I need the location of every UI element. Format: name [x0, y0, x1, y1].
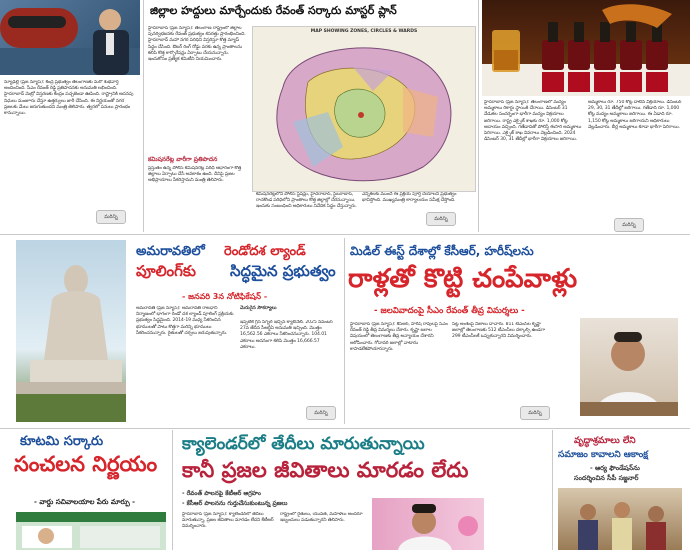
- story8-subhead-2: సందర్శించిన సీపీ సజ్జనార్: [574, 474, 639, 482]
- story4-body-1: అమరావతి (ప్రజ న్యూస్): అమరావతి రాజధాని నిర్మాణంలో భాగంగా రెండో దశ ల్యాండ్ పూలింగ్ ప్రక్రియకు ప్రభుత్వం సిద్ధమైంది. 2014-19 మధ్య సేకరించిన భూములతో పాటు కొత్తగా మరిన్ని భూములు సేకరించనున్నారు. రైతులతో చర్చలు జరుపుతున్నారు.: [136, 306, 234, 336]
- story2-body-4: ఎన్నికలకు ముందే ఈ ప్రక్రియ పూర్తి చేయాలని ప్రభుత్వం భావిస్తోంది. ముఖ్యమంత్రి కార్యాలయం సమీక్ష చేస్తోంది.: [362, 192, 457, 204]
- story2-more-button[interactable]: మరిన్ని: [426, 212, 456, 226]
- story3-more-button[interactable]: మరిన్ని: [614, 218, 644, 232]
- map-title: MAP SHOWING ZONES, CIRCLES & WARDS: [310, 29, 418, 34]
- story2-body-2: ప్రస్తుతం ఉన్న పోలీస్ కమిషనరేట్ల పరిధి ఆధారంగా కొత్త జిల్లాలు ఏర్పాటు చేసే అవకాశం ఉంది. దీనిపై ప్రజల అభిప్రాయాలు సేకరిస్తామని మంత్రి తెలిపారు.: [148, 166, 242, 184]
- story4-more-button[interactable]: మరిన్ని: [306, 406, 336, 420]
- ward-secretariat-photo: [16, 512, 166, 550]
- story4-label: మెరుగైన సౌకర్యాలు: [240, 306, 277, 311]
- story1-body: న్యూఢిల్లీ (ప్రజ న్యూస్): కేంద్ర ప్రభుత్వం తెలంగాణకు మరో శుభవార్త అందించింది. సీఎం రేవంత్ రెడ్డి ప్రతిపాదనకు అనుమతి లభించింది. హైదరాబాద్ మెట్రో విస్తరణకు కేంద్రం పచ్చజెండా ఊపింది. రాష్ట్రానికి అదనపు నిధులు మంజూరు చేస్తూ ఉత్తర్వులు జారీ చేసింది. ఈ నిర్ణయంతో నగర ప్రజలకు మేలు జరుగుతుందని మంత్రి తెలిపారు. త్వరలో పనులు ప్రారంభం కానున్నాయి.: [4, 80, 134, 117]
- story3-body-1: హైదరాబాద్ (ప్రజ న్యూస్): తెలంగాణలో మద్యం అమ్మకాలు రికార్డు స్థాయికి చేరాయి. డిసెంబర్ 31 వేడుకల సందర్భంగా భారీగా మద్యం విక్రయాలు జరిగాయి. రాష్ట్ర ఎక్సైజ్ శాఖకు రూ. 1,000 కోట్ల ఆదాయం వచ్చింది. గతేడాదితో పోలిస్తే ఈసారి అమ్మకాలు పెరిగాయి. ఎక్సైజ్ శాఖ వివరాలు వెల్లడించింది. 2024 డిసెంబర్ 30, 31 తేదీల్లో భారీగా విక్రయాలు జరిగాయి.: [484, 100, 582, 143]
- buddha-statue-photo: [16, 240, 126, 422]
- story5-body-2: సీట్ల అంశంపై నిజాలు దాచారు. 811 టీఎంసీల కృష్ణా జలాల్లో తెలంగాణకు 512 టీఎంసీలు దక్కాల్సి ఉండగా 299 టీఎంసీలకే ఒప్పుకున్నారని విమర్శించారు.: [452, 322, 545, 340]
- aarya-foundation-photo: [558, 488, 682, 550]
- story5-subhead: - జలవివాదంపై సీఎం రేవంత్ తీవ్ర విమర్శలు -: [374, 306, 525, 316]
- story2-subhead: కమిషనరేట్ల వారీగా ప్రతిపాదన: [148, 156, 218, 163]
- story7-headline-2: కానీ ప్రజల జీవితాలు మారడం లేదు: [182, 458, 469, 482]
- story4-headline-2b: సిద్ధమైన ప్రభుత్వం: [230, 262, 336, 280]
- story8-subhead-1: - ఆర్య ఫౌండేషన్‌ను: [590, 464, 640, 472]
- story3-body-2: ఆమ్మకాలు రూ. 750 కోట్ల దాటిన విక్రయాలు. డిసెంబర్ 29, 30, 31 తేదీల్లో జరిగాయి. గతేడాది రూ. 1,000 కోట్ల మద్యం అమ్మకాలు జరిగాయి. ఈ ఏడాది రూ. 1,150 కోట్ల అమ్మకాలు జరిగాయని అధికారులు వెల్లడించారు. బీర్ల అమ్మకాలు కూడా భారీగా పెరిగాయి.: [588, 100, 682, 130]
- story6-subhead: - వార్డు సచివాలయాల పేరు మార్పు -: [34, 498, 136, 506]
- story7-body-2: రాష్ట్రంలో రైతులు, యువత, మహిళలు అందరూ ఇబ్బందులు పడుతున్నారని తెలిపారు.: [280, 512, 363, 524]
- train-illustration: [0, 0, 140, 75]
- story8-headline-1: వృద్ధాశ్రమాలు లేని: [574, 436, 636, 446]
- story4-headline-1a: అమరావతిలో: [136, 244, 205, 259]
- district-map: [252, 26, 476, 192]
- story6-kicker: కూటమి సర్కారు: [20, 434, 104, 449]
- story2-body-3: కమిషనరేట్లలోని పోలీస్ స్టేషన్లు, హైదరాబాద్, సైబరాబాద్, రాచకొండ పరిధిలోని ప్రాంతాలు కొత్త జిల్లాల్లో చేరనున్నాయి. ఇందుకు సంబంధించి అధికారులు నివేదిక సిద్ధం చేస్తున్నారు.: [256, 192, 357, 210]
- story4-headline-1b: రెండోదశ ల్యాండ్: [224, 244, 306, 259]
- story7-body-1: హైదరాబాద్ (ప్రజ న్యూస్): క్యాలెండర్‌లో తేదీలు మారుతున్నా, ప్రజల జీవితాలు మారడం లేదని కేటీఆర్ విమర్శించారు.: [182, 512, 274, 530]
- liquor-bottles-photo: [482, 0, 690, 96]
- ktr-photo: [372, 498, 484, 550]
- cm-revanth-photo: [580, 318, 678, 416]
- story5-kicker: మిడిల్ ఈస్ట్ దేశాల్లో కేసీఆర్, హరీష్‌లను: [350, 244, 534, 258]
- minister-photo: [0, 0, 140, 75]
- story6-headline: సంచలన నిర్ణయం: [14, 452, 158, 476]
- story1-more-button[interactable]: మరిన్ని: [96, 210, 126, 224]
- story4-headline-2a: పూలింగ్‌కు: [136, 262, 196, 280]
- story5-body-1: హైదరాబాద్ (ప్రజ న్యూస్): కేసీఆర్, హరీష్ రావులపై సీఎం రేవంత్ రెడ్డి తీవ్ర విమర్శలు చేశారు. కృష్ణా జలాల విషయంలో తెలంగాణకు తీవ్ర అన్యాయం చేశారని ఆరోపించారు. గోదావరి జలాల్లో వాటాను కాపాడలేకపోయారన్నారు.: [350, 322, 448, 352]
- story5-more-button[interactable]: మరిన్ని: [520, 406, 550, 420]
- story2-body-1: హైదరాబాద్ (ప్రజ న్యూస్): తెలంగాణ రాష్ట్రంలో జిల్లాల పునర్విభజనకు రేవంత్ ప్రభుత్వం కసరత్తు ప్రారంభించింది. హైదరాబాద్ మహా నగర పరిధిని విస్తరిస్తూ కొత్త మ్యాప్ సిద్ధం చేసింది. ఔటర్ రింగ్ రోడ్డు వరకు ఉన్న ప్రాంతాలను కలిపి కొత్త కార్పొరేషన్లు ఏర్పాటు చేయనున్నారు. ఇందుకోసం ప్రత్యేక కమిటీని నియమించారు.: [148, 26, 246, 63]
- story7-subhead-2: - కేసీఆర్ పాలనను గుర్తుచేసుకుంటున్న ప్రజలు: [182, 500, 288, 507]
- story4-subhead: - జనవరి 3న నోటిఫికేషన్ -: [182, 292, 268, 301]
- story5-headline: రాళ్లతో కొట్టి చంపేవాళ్లు: [348, 264, 578, 294]
- story7-headline-1: క్యాలెండర్‌లో తేదీలు మారుతున్నాయి: [182, 434, 425, 454]
- story8-headline-2: సమాజం కావాలని ఆకాంక్ష: [558, 450, 648, 460]
- story7-subhead-1: - రేవంత్ పాలనపై కేటీఆర్ ఆగ్రహం: [182, 490, 261, 497]
- story4-body-2: ఇప్పటికే గ్రీన్ సిగ్నల్ ఇచ్చిన క్యాబినెట్. 2025 నవంబర్ 27వ తేదీన సీఆర్డీఏ అనుమతి ఇచ్చింది. మొత్తం 16,562.56 ఎకరాలు సేకరించనున్నారు. 104.01 ఎకరాలు అదనంగా కలిపి మొత్తం 16,666.57 ఎకరాలు.: [240, 320, 333, 350]
- story2-headline: జిల్లాల హద్దులు మార్చేందుకు రేవంత్ సర్కారు మాస్టర్ ప్లాన్: [150, 4, 397, 17]
